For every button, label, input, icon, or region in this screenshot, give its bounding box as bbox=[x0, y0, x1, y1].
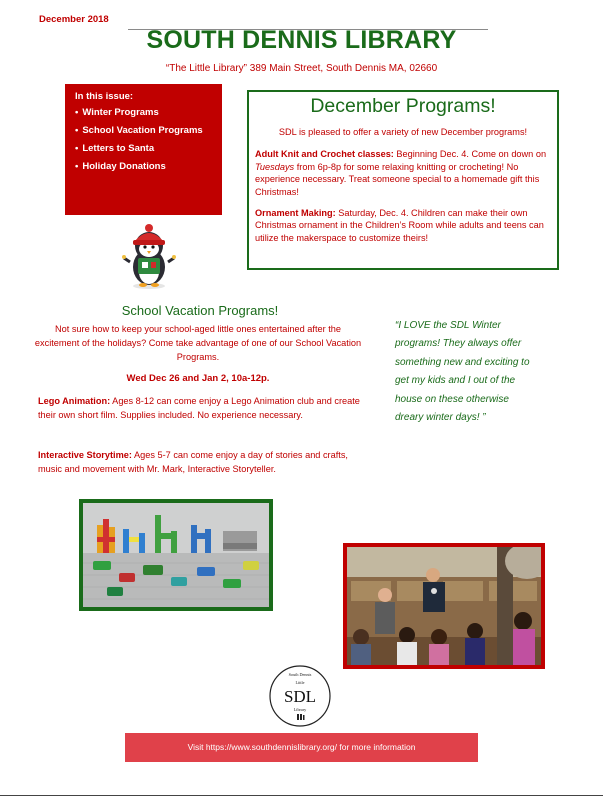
interactive-storytime-paragraph bbox=[38, 448, 368, 476]
knit-text-day: Tuesdays bbox=[255, 161, 295, 172]
knit-crochet-paragraph bbox=[255, 148, 551, 198]
lego-animation-text: Ages 8-12 can come enjoy a Lego Animation club and create their own short film. Supplies included. No experience necessary. bbox=[38, 396, 360, 420]
issue-item-holiday-donations: • Holiday Donations bbox=[75, 161, 212, 172]
lego-animation-label: Lego Animation: bbox=[38, 396, 111, 406]
school-vacation-dates: Wed Dec 26 and Jan 2, 10a-12p. bbox=[126, 373, 270, 384]
library-address: “The Little Library” 389 Main Street, South Dennis MA, 02660 bbox=[165, 63, 438, 74]
storytime-photo-image bbox=[347, 547, 541, 665]
logo-text-sdl: SDL bbox=[283, 687, 317, 706]
bottom-rule bbox=[0, 795, 603, 796]
testimonial-quote: “I LOVE the SDL Winter programs! They always offer something new and exciting to get my kids and I out of the house on these otherwise dreary winter days! ” bbox=[395, 320, 530, 424]
website-footer-banner[interactable]: Visit https://www.southdennislibrary.org/ for more information bbox=[125, 733, 478, 762]
december-programs-title: December Programs! bbox=[310, 95, 496, 117]
interactive-storytime-text: Ages 5-7 can come enjoy a day of stories and crafts, music and movement with Mr. Mark, Interactive Storyteller. bbox=[38, 450, 348, 474]
ornament-label: Ornament Making: bbox=[255, 208, 336, 219]
penguin-illustration bbox=[118, 222, 180, 290]
issue-item-school-vacation: • School Vacation Programs bbox=[75, 125, 212, 136]
knit-crochet-label: Adult Knit and Crochet classes: bbox=[255, 149, 394, 160]
logo-text-little: Little bbox=[295, 680, 305, 685]
ornament-text: Saturday, Dec. 4. Children can make their own Christmas ornament in the Children’s Room while adults and teens can utilize the makerspace to customize theirs! bbox=[255, 208, 544, 243]
issue-list bbox=[75, 107, 212, 172]
december-programs-box bbox=[247, 90, 559, 270]
in-this-issue-heading: In this issue: bbox=[75, 91, 134, 102]
storytime-photo bbox=[343, 543, 545, 669]
issue-item-winter-programs: • Winter Programs bbox=[75, 107, 212, 118]
school-vacation-title: School Vacation Programs! bbox=[121, 303, 279, 318]
knit-text-a: Beginning Dec. 4. Come on down on bbox=[393, 149, 547, 160]
newsletter-title: SOUTH DENNIS LIBRARY bbox=[146, 26, 457, 54]
issue-item-letters-to-santa: • Letters to Santa bbox=[75, 143, 212, 154]
logo-text-library: Library bbox=[293, 707, 307, 712]
lego-animation-paragraph bbox=[38, 394, 368, 422]
school-vacation-intro: Not sure how to keep your school-aged little ones entertained after the excitement of the holidays? Come take advantage of one of our School Vacation Programs. bbox=[34, 324, 362, 362]
knit-text-b: from 6p-8p for some relaxing knitting or crocheting! No experience necessary. Treat someone special to a homemade gift this Christmas! bbox=[255, 161, 540, 197]
december-programs-intro: SDL is pleased to offer a variety of new December programs! bbox=[278, 127, 528, 137]
sdl-logo bbox=[268, 664, 332, 728]
newsletter-date: December 2018 bbox=[39, 14, 109, 25]
in-this-issue-box bbox=[65, 84, 222, 215]
lego-photo bbox=[79, 499, 273, 611]
ornament-paragraph bbox=[255, 207, 551, 244]
lego-photo-image bbox=[83, 503, 269, 607]
interactive-storytime-label: Interactive Storytime: bbox=[38, 450, 132, 460]
logo-text-top: South Dennis bbox=[288, 672, 312, 677]
